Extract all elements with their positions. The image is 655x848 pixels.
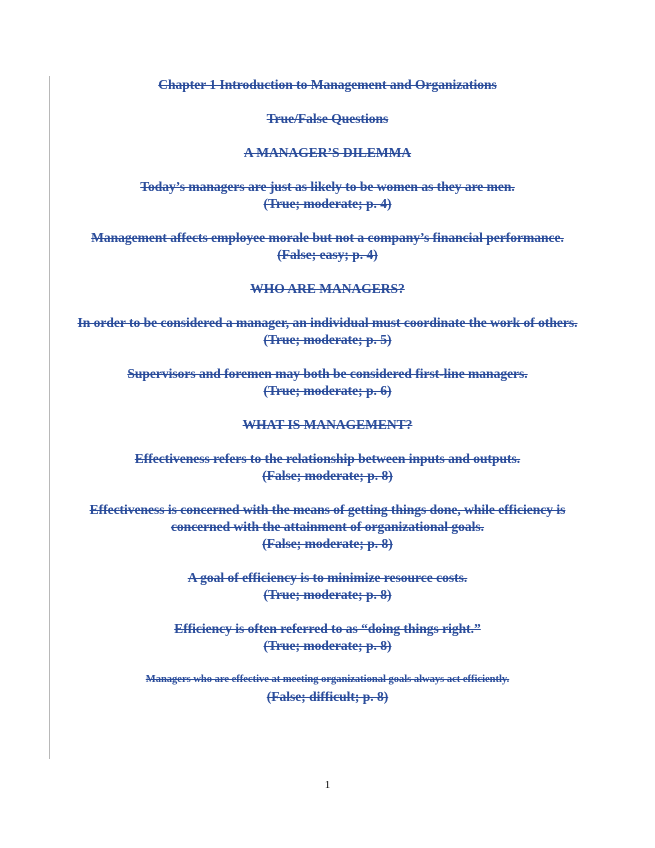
question-text: In order to be considered a manager, an individual must coordinate the work of others. (77, 315, 578, 330)
answer-key: (True; moderate; p. 8) (263, 587, 392, 602)
chapter-title: Chapter 1 Introduction to Management and Organizations (158, 77, 497, 92)
answer-key: (True; moderate; p. 4) (263, 196, 392, 211)
question-text: Management affects employee morale but not a company’s financial performance. (91, 230, 564, 245)
answer-key: (False; moderate; p. 8) (262, 468, 393, 483)
answer-key: (True; moderate; p. 6) (263, 383, 392, 398)
section-title: True/False Questions (266, 111, 389, 126)
answer-key: (False; difficult; p. 8) (266, 689, 389, 704)
answer-key: (False; moderate; p. 8) (262, 536, 393, 551)
question-text: Today’s managers are just as likely to be women as they are men. (140, 179, 515, 194)
question-text: A goal of efficiency is to minimize resource costs. (187, 570, 468, 585)
section-heading-what-is-management: WHAT IS MANAGEMENT? (242, 417, 413, 432)
section-heading-who-are-managers: WHO ARE MANAGERS? (250, 281, 405, 296)
question-text: Effectiveness refers to the relationship between inputs and outputs. (134, 451, 521, 466)
question-text: Supervisors and foremen may both be considered first-line managers. (127, 366, 528, 381)
question-text: Managers who are effective at meeting organizational goals always act efficiently. (145, 674, 510, 685)
margin-change-bar (49, 76, 50, 759)
answer-key: (True; moderate; p. 5) (263, 332, 392, 347)
section-heading-managers-dilemma: A MANAGER’S DILEMMA (243, 145, 412, 160)
answer-key: (False; easy; p. 4) (277, 247, 378, 262)
page-number: 1 (324, 779, 331, 791)
document-body (60, 76, 595, 705)
answer-key: (True; moderate; p. 8) (263, 638, 392, 653)
question-text: Effectiveness is concerned with the means of getting things done, while efficiency is concerned with the attainment of organizational goals. (89, 502, 566, 534)
question-text: Efficiency is often referred to as “doing things right.” (174, 621, 481, 636)
